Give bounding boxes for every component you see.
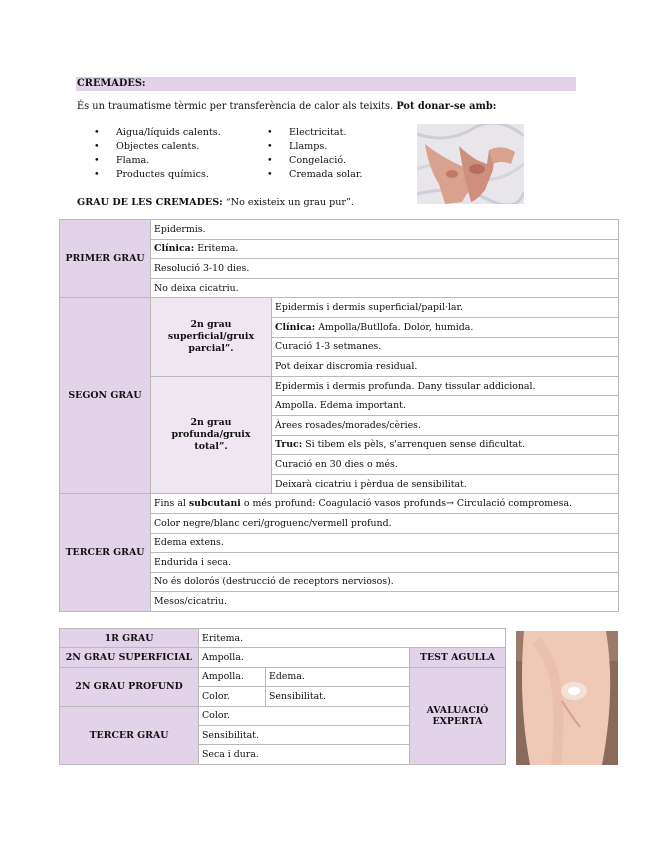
section-heading: CREMADES: (76, 77, 576, 91)
table-cell: Pot deixar discromia residual. (272, 357, 619, 377)
second-grade-label: SEGON GRAU (60, 298, 151, 494)
clinic-label: Clínica: (154, 243, 195, 255)
table-row (60, 220, 619, 240)
table-cell: Color. (199, 706, 410, 725)
second-deep-label: 2n grau profunda/gruix total”. (151, 376, 272, 494)
table-cell: Àrees rosades/morades/cèries. (272, 415, 619, 435)
table-cell: Curació en 30 dies o més. (272, 455, 619, 475)
table-cell: Mesos/cicatriu. (151, 592, 619, 612)
truc-value: Si tibem els pèls, s'arrenquen sense dificultat. (305, 439, 525, 451)
table-cell: Epidermis. (151, 220, 619, 240)
table-cell: Curació 1-3 setmanes. (272, 337, 619, 357)
summary-third-label: TERCER GRAU (60, 706, 199, 764)
table-cell (272, 317, 619, 337)
table-cell: Deixarà cicatriu i pèrdua de sensibilitat. (272, 474, 619, 494)
third-row1-pre: Fins al (154, 498, 186, 510)
third-row1-bold: subcutani (188, 498, 241, 510)
table-cell: Resolució 3-10 dies. (151, 259, 619, 279)
summary-table (59, 628, 506, 765)
table-cell: Ampolla. Edema important. (272, 396, 619, 416)
grade-title-bold: GRAU DE LES CREMADES: (77, 197, 223, 208)
table-cell: No és dolorós (destrucció de receptors nerviosos). (151, 572, 619, 592)
burn-grades-table (59, 219, 619, 612)
summary-first-label: 1R GRAU (60, 629, 199, 648)
table-cell (151, 494, 619, 514)
intro-paragraph (77, 101, 577, 112)
intro-text: És un traumatisme tèrmic per transferència de calor als teixits. (77, 101, 394, 112)
summary-second-superficial-label: 2N GRAU SUPERFICIAL (60, 648, 199, 667)
truc-label: Truc: (275, 439, 303, 451)
table-cell: Seca i dura. (199, 745, 410, 764)
expert-evaluation-label: AVALUACIÓ EXPERTA (410, 667, 506, 764)
intro-bold: Pot donar-se amb: (396, 101, 497, 112)
table-cell: Epidermis i dermis profunda. Dany tissular addicional. (272, 376, 619, 396)
table-cell (272, 435, 619, 455)
first-grade-label: PRIMER GRAU (60, 220, 151, 298)
table-cell: Color negre/blanc ceri/groguenc/vermell profund. (151, 513, 619, 533)
table-cell: Eritema. (199, 629, 506, 648)
list-item: • Electricitat. (267, 126, 362, 140)
list-item: • Flama. (94, 154, 221, 168)
causes-list-right (267, 126, 362, 182)
table-row (60, 629, 506, 648)
list-item: • Productes químics. (94, 168, 221, 182)
burned-arm-photo (516, 631, 618, 765)
table-cell: Sensibilitat. (266, 687, 410, 706)
table-cell: Edema extens. (151, 533, 619, 553)
summary-second-deep-label: 2N GRAU PROFUND (60, 667, 199, 706)
table-cell: Edema. (266, 667, 410, 686)
third-row1-end: Circulació compromesa. (456, 498, 573, 510)
grade-title (77, 197, 354, 208)
list-item: • Aigua/líquids calents. (94, 126, 221, 140)
causes-list-left (94, 126, 221, 182)
table-row (60, 494, 619, 514)
list-item: • Congelació. (267, 154, 362, 168)
clinic-value: Ampolla/Butllofa. Dolor, humida. (318, 321, 474, 333)
second-superficial-label: 2n grau superficial/gruix parcial”. (151, 298, 272, 376)
third-grade-label: TERCER GRAU (60, 494, 151, 612)
table-cell: Color. (199, 687, 266, 706)
list-item: • Objectes calents. (94, 140, 221, 154)
table-cell: Ampolla. (199, 667, 266, 686)
table-cell: Ampolla. (199, 648, 410, 667)
clinic-label: Clínica: (275, 321, 316, 333)
table-cell: Endurida i seca. (151, 553, 619, 573)
burned-hands-photo (417, 124, 524, 204)
table-cell: No deixa cicatriu. (151, 278, 619, 298)
table-cell: Epidermis i dermis superficial/papil·lar. (272, 298, 619, 318)
arrow-icon: → (446, 498, 454, 510)
third-row1-post: o més profund: Coagulació vasos profunds (243, 498, 447, 510)
table-row (60, 667, 506, 686)
table-row (60, 298, 619, 318)
needle-test-label: TEST AGULLA (410, 648, 506, 667)
table-cell (151, 239, 619, 259)
table-cell: Sensibilitat. (199, 725, 410, 744)
list-item: • Llamps. (267, 140, 362, 154)
table-row (60, 648, 506, 667)
grade-title-quote: “No existeix un grau pur”. (225, 197, 354, 208)
list-item: • Cremada solar. (267, 168, 362, 182)
clinic-value: Eritema. (197, 243, 239, 255)
